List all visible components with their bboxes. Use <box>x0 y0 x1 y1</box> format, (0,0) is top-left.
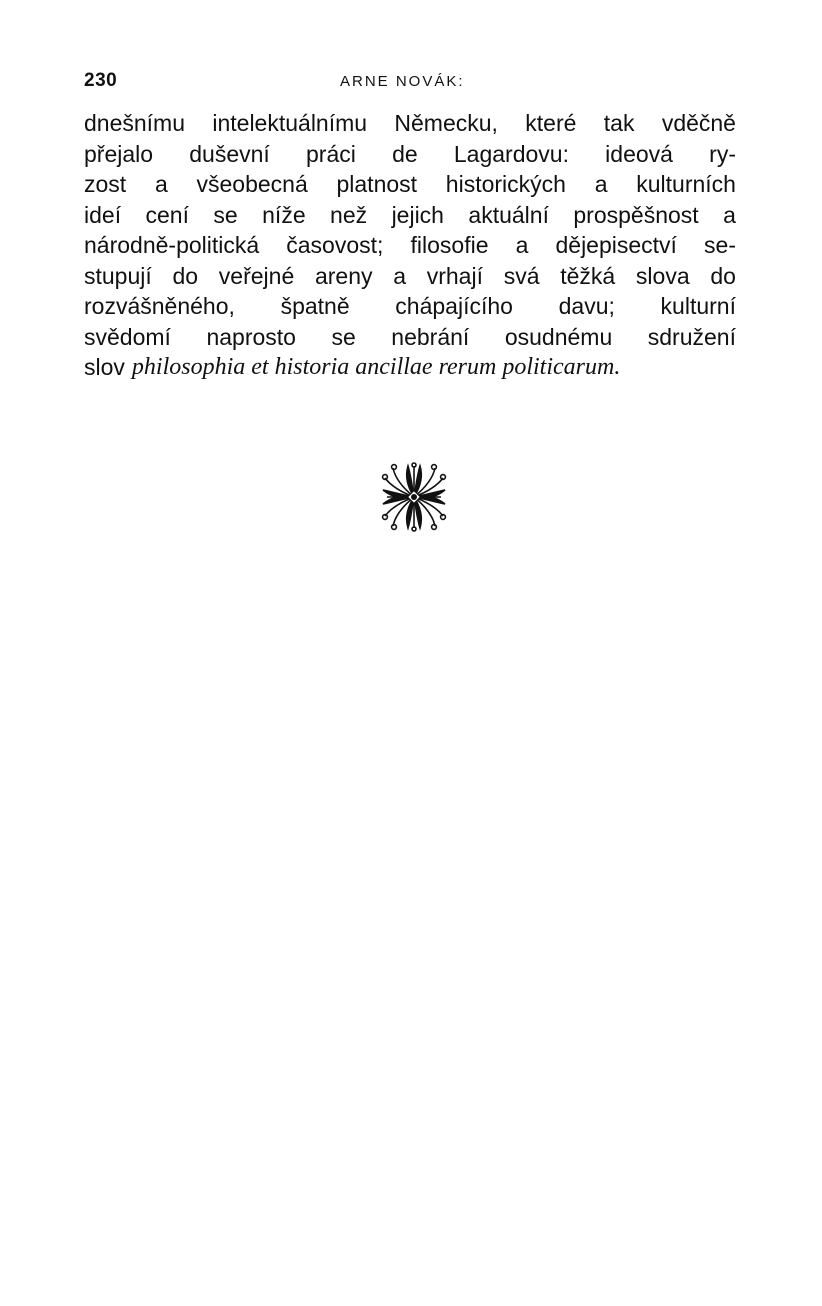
word: historických <box>445 171 566 197</box>
word: prospěšnost <box>573 201 699 228</box>
word: duševní <box>189 140 270 167</box>
body-text <box>84 108 736 383</box>
word: do <box>710 262 736 289</box>
word: kulturních <box>636 171 736 197</box>
word: slova <box>635 262 690 289</box>
word: a <box>723 201 736 228</box>
word: vrhají <box>426 262 483 289</box>
floral-ornament-icon <box>381 462 447 532</box>
word: svědomí <box>84 323 171 350</box>
word: vděčně <box>661 110 736 136</box>
text-line <box>84 261 736 292</box>
word: osudnému <box>504 323 613 350</box>
page-number: 230 <box>84 70 118 91</box>
text-line <box>84 322 736 353</box>
word: které <box>525 110 577 136</box>
word: a <box>594 171 608 197</box>
word: těžká <box>560 262 616 289</box>
word: než <box>330 201 368 228</box>
word: ideová <box>605 140 673 167</box>
word: aktuální <box>468 201 549 228</box>
word: se <box>331 323 356 350</box>
word: jejich <box>391 201 444 228</box>
running-head: ARNE NOVÁK: <box>340 73 465 90</box>
word: slov <box>84 354 125 380</box>
word: svá <box>503 262 540 289</box>
word: do <box>172 262 199 289</box>
word: níže <box>262 201 306 228</box>
text-line <box>84 139 736 170</box>
text-line <box>84 291 736 322</box>
word: stupují <box>84 262 152 289</box>
word: všeobecná <box>196 171 308 197</box>
word: sdružení <box>647 323 736 350</box>
word: filosofie <box>410 232 489 258</box>
word: zost <box>84 171 127 197</box>
text-line <box>84 169 736 200</box>
word: ideí <box>84 201 122 228</box>
italic-phrase: philosophia et historia ancillae rerum politicarum. <box>131 354 621 380</box>
text-line <box>84 352 736 383</box>
word: intelektuálnímu <box>212 110 368 136</box>
word: časovost; <box>286 232 384 258</box>
word: tak <box>603 110 635 136</box>
text-line <box>84 108 736 139</box>
word: naprosto <box>206 323 296 350</box>
word: se <box>213 201 238 228</box>
word: špatně <box>280 293 350 319</box>
word: davu; <box>558 293 615 319</box>
word: národně-politická <box>84 232 260 258</box>
word: de <box>392 140 418 167</box>
word: Německu, <box>394 110 498 136</box>
word: ry- <box>709 140 736 167</box>
word: dějepisectví <box>555 232 677 258</box>
word: areny <box>314 262 373 289</box>
word: platnost <box>336 171 418 197</box>
word: přejalo <box>84 140 154 167</box>
word: práci <box>306 140 356 167</box>
word: a <box>515 232 529 258</box>
word: Lagardovu: <box>453 140 569 167</box>
word: nebrání <box>391 323 470 350</box>
word: chápajícího <box>395 293 513 319</box>
word: se- <box>704 232 736 258</box>
text-line <box>84 200 736 231</box>
word: a <box>154 171 168 197</box>
text-line <box>84 230 736 261</box>
word: veřejné <box>218 262 295 289</box>
word: cení <box>145 201 189 228</box>
word: a <box>393 262 407 289</box>
word: rozvášněného, <box>84 293 235 319</box>
word: dnešnímu <box>84 110 186 136</box>
word: kulturní <box>660 293 736 319</box>
